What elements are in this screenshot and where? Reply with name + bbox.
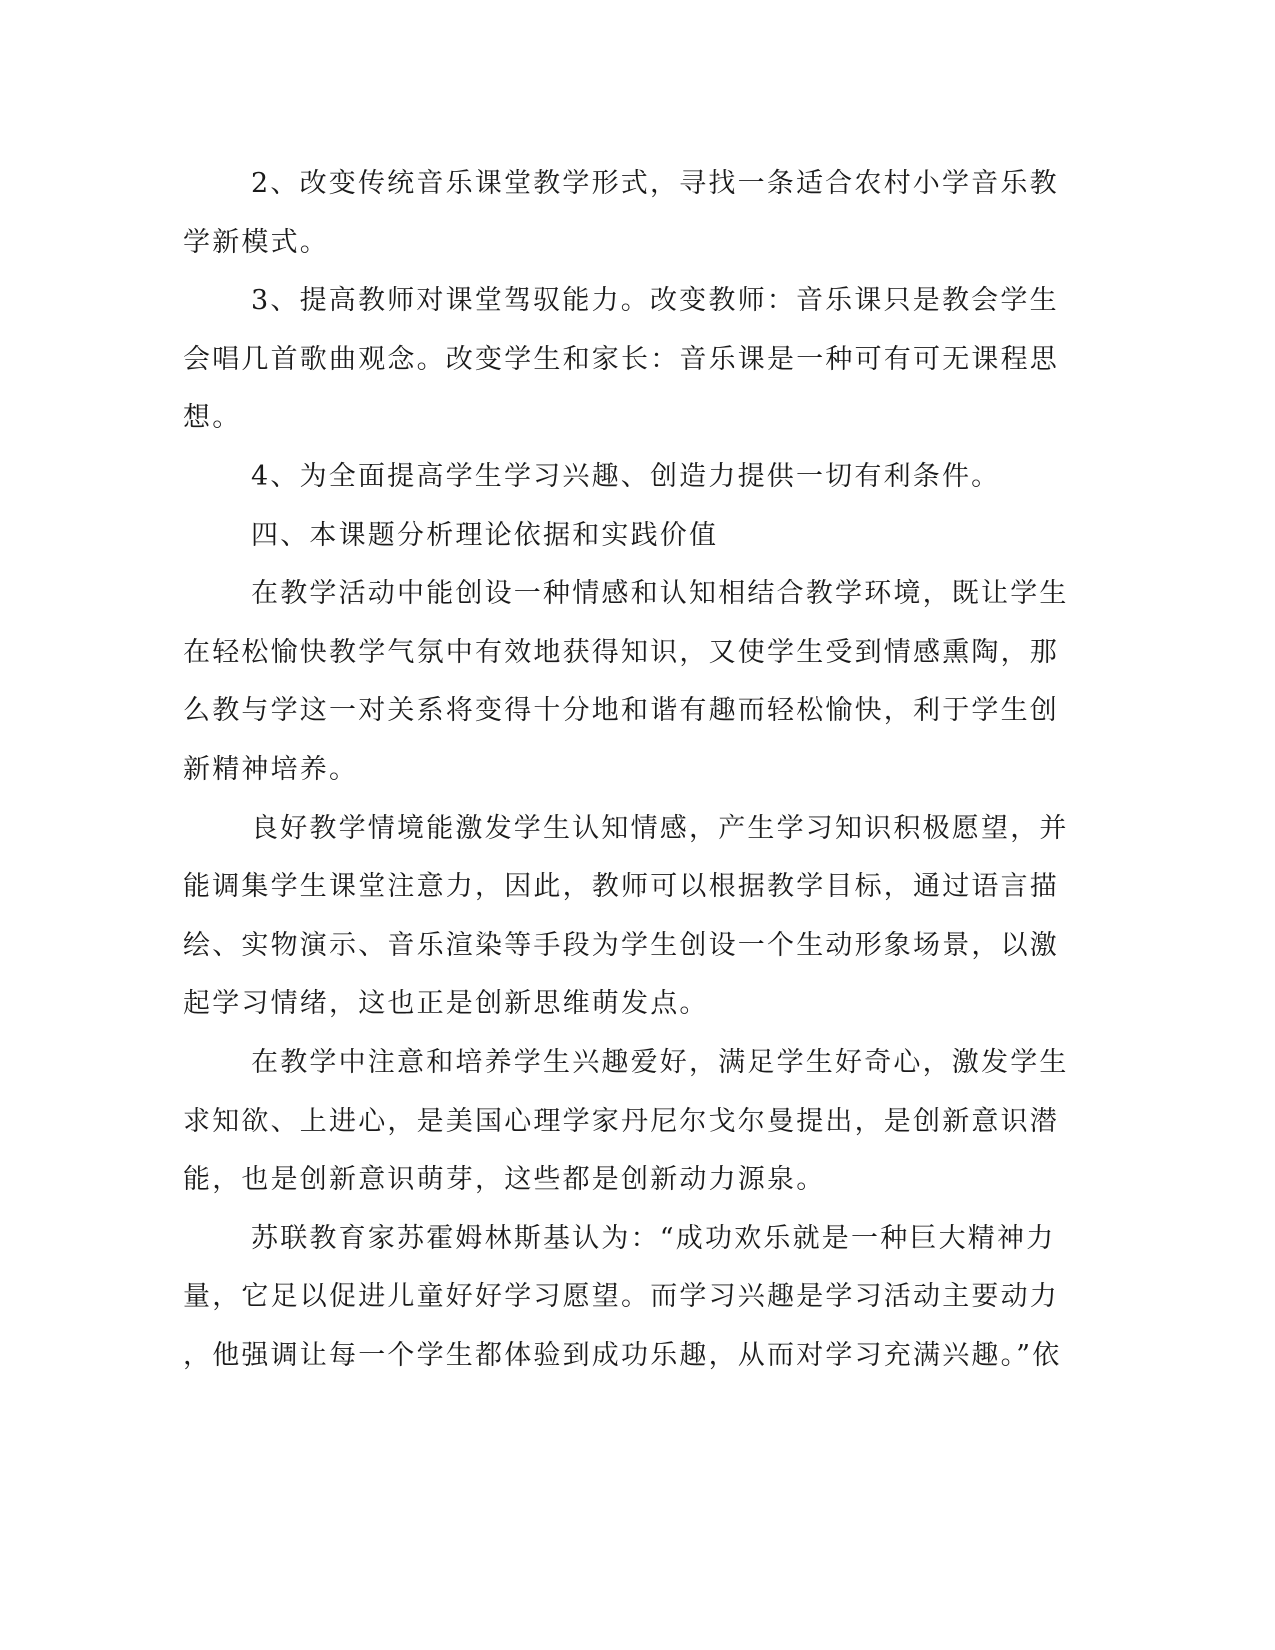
text-line: 在轻松愉快教学气氛中有效地获得知识，又使学生受到情感熏陶，那 (183, 636, 1059, 668)
text-line: 在教学中注意和培养学生兴趣爱好，满足学生好奇心，激发学生 (251, 1046, 1069, 1078)
text-line: 起学习情绪，这也正是创新思维萌发点。 (183, 988, 709, 1020)
paragraph-goal-2 (183, 155, 1059, 272)
text-line: 求知欲、上进心，是美国心理学家丹尼尔戈尔曼提出，是创新意识潜 (183, 1105, 1059, 1137)
text-line: 学新模式。 (183, 226, 329, 258)
text-line: 2、改变传统音乐课堂教学形式，寻找一条适合农村小学音乐教 (251, 168, 1059, 199)
text-line: 想。 (183, 402, 242, 434)
text-line: 在教学活动中能创设一种情感和认知相结合教学环境，既让学生 (251, 578, 1069, 610)
text-line: 量，它足以促进儿童好好学习愿望。而学习兴趣是学习活动主要动力 (183, 1281, 1059, 1313)
text-line: 四、本课题分析理论依据和实践价值 (251, 519, 719, 551)
text-line: 么教与学这一对关系将变得十分地和谐有趣而轻松愉快，利于学生创 (183, 695, 1059, 727)
text-line: 良好教学情境能激发学生认知情感，产生学习知识积极愿望，并 (251, 812, 1069, 844)
text-line: ，他强调让每一个学生都体验到成功乐趣，从而对学习充满兴趣。”依 (183, 1339, 1062, 1371)
text-line: 绘、实物演示、音乐渲染等手段为学生创设一个生动形象场景，以激 (183, 929, 1059, 961)
text-line: 3、提高教师对课堂驾驭能力。改变教师：音乐课只是教会学生 (251, 285, 1059, 317)
paragraph-goal-4 (183, 448, 1043, 507)
body-text (183, 155, 1069, 1385)
paragraph-teaching-environment (183, 565, 1069, 799)
paragraph-interest (183, 1034, 1069, 1210)
text-line: 会唱几首歌曲观念。改变学生和家长：音乐课是一种可有可无课程思 (183, 343, 1059, 375)
paragraph-sukhomlinsky (183, 1210, 1062, 1386)
text-line: 苏联教育家苏霍姆林斯基认为：“成功欢乐就是一种巨大精神力 (251, 1222, 1056, 1254)
section-heading (183, 507, 1043, 566)
text-line: 4、为全面提高学生学习兴趣、创造力提供一切有利条件。 (251, 460, 1001, 492)
text-line: 新精神培养。 (183, 753, 359, 785)
text-line: 能调集学生课堂注意力，因此，教师可以根据教学目标，通过语言描 (183, 871, 1059, 903)
paragraph-goal-3 (183, 272, 1059, 448)
paragraph-teaching-situation (183, 800, 1069, 1034)
text-line: 能，也是创新意识萌芽，这些都是创新动力源泉。 (183, 1164, 826, 1196)
